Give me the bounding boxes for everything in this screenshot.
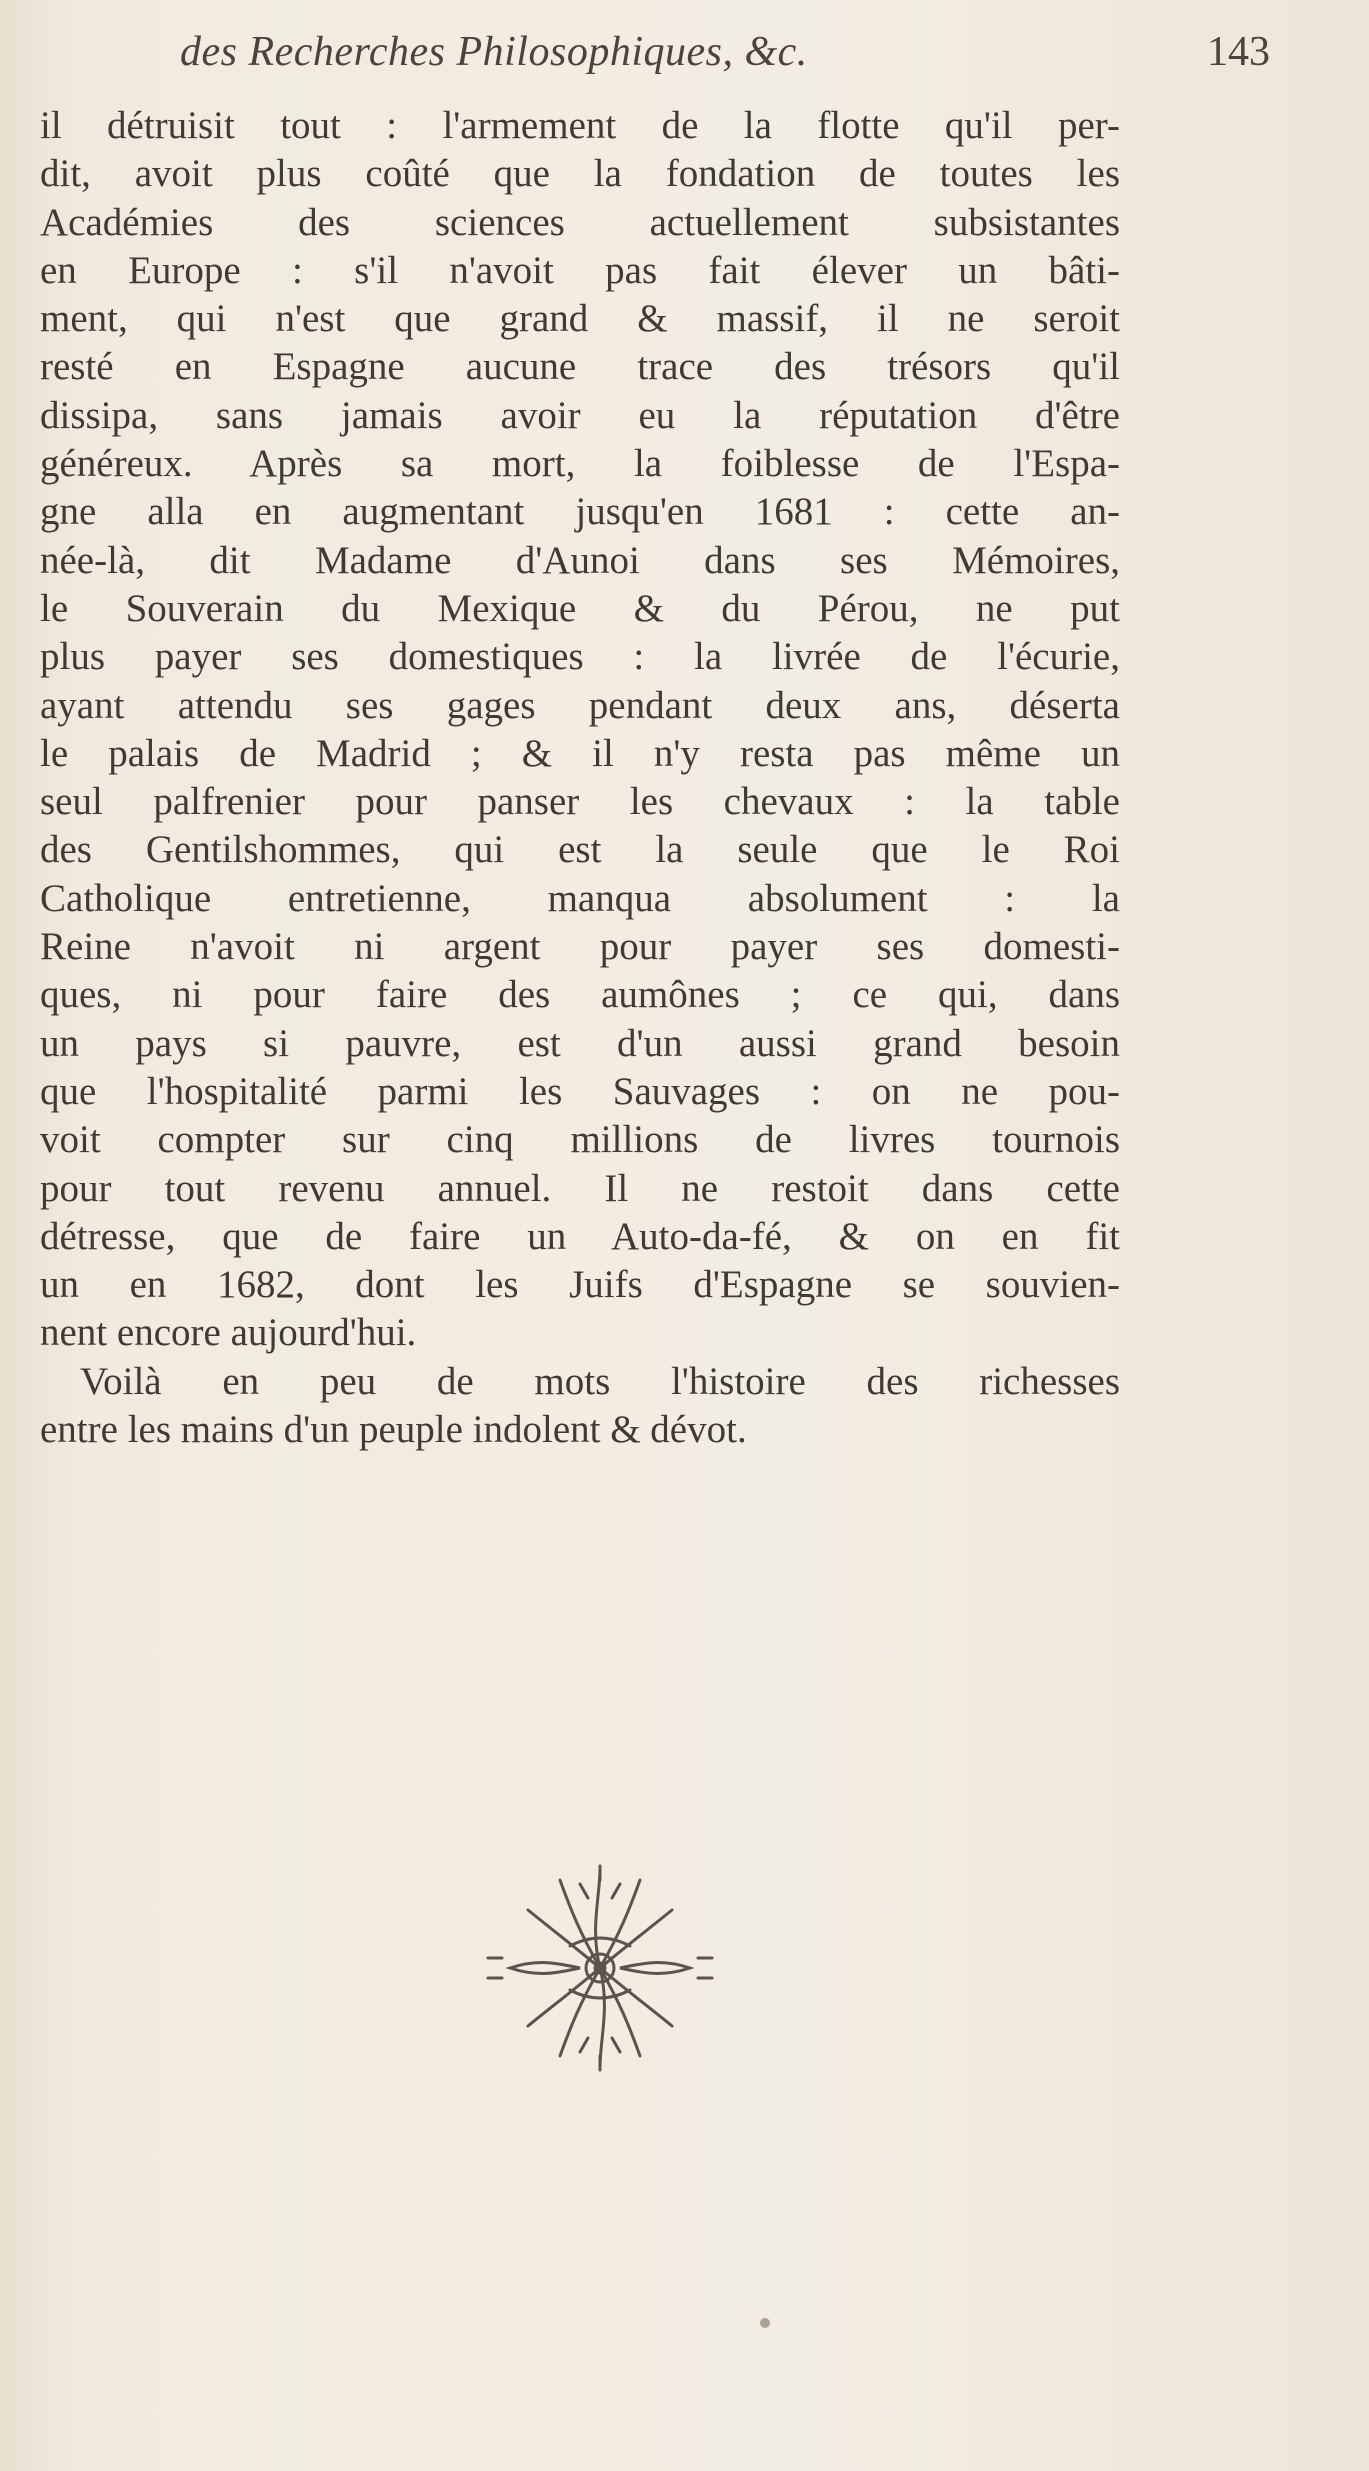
- text-line: Voilà en peu de mots l'histoire des richesses: [80, 1359, 1120, 1403]
- text-line: dissipa, sans jamais avoir eu la réputation d'être: [40, 393, 1120, 437]
- text-line: des Gentilshommes, qui est la seule que le Roi: [40, 828, 1120, 872]
- floral-fleuron-ornament-icon: [450, 1818, 750, 2118]
- text-line: le Souverain du Mexique & du Pérou, ne put: [40, 586, 1120, 630]
- text-line: il détruisit tout : l'armement de la flotte qu'il per-: [40, 104, 1120, 147]
- page-header: [180, 28, 1270, 88]
- text-line: Reine n'avoit ni argent pour payer ses domesti-: [40, 925, 1120, 969]
- text-line: entre les mains d'un peuple indolent & dévot.: [40, 1408, 747, 1452]
- text-line: pour tout revenu annuel. Il ne restoit dans cette: [40, 1166, 1120, 1210]
- text-line: ment, qui n'est que grand & massif, il ne seroit: [40, 297, 1120, 341]
- paragraph-1: [40, 102, 1120, 1358]
- text-line: plus payer ses domestiques : la livrée de l'écurie,: [40, 635, 1120, 679]
- text-line: ques, ni pour faire des aumônes ; ce qui, dans: [40, 973, 1120, 1017]
- text-line: Académies des sciences actuellement subsistantes: [40, 200, 1120, 244]
- text-line: gne alla en augmentant jusqu'en 1681 : cette an-: [40, 490, 1120, 534]
- text-line: voit compter sur cinq millions de livres tournois: [40, 1118, 1120, 1162]
- page-number: 143: [1207, 29, 1270, 75]
- body-text: [40, 102, 1120, 1454]
- text-line: resté en Espagne aucune trace des trésors qu'il: [40, 345, 1120, 389]
- text-line: nent encore aujourd'hui.: [40, 1311, 417, 1355]
- text-line: née-là, dit Madame d'Aunoi dans ses Mémoires,: [40, 538, 1120, 582]
- text-line: ayant attendu ses gages pendant deux ans, déserta: [40, 683, 1120, 727]
- text-line: généreux. Après sa mort, la foiblesse de l'Espa-: [40, 442, 1120, 486]
- text-line: que l'hospitalité parmi les Sauvages : on ne pou-: [40, 1069, 1120, 1113]
- text-line: un pays si pauvre, est d'un aussi grand besoin: [40, 1021, 1120, 1065]
- text-line: en Europe : s'il n'avoit pas fait élever un bâti-: [40, 248, 1120, 292]
- text-line: seul palfrenier pour panser les chevaux : la table: [40, 780, 1120, 824]
- text-line: un en 1682, dont les Juifs d'Espagne se souvien-: [40, 1263, 1120, 1307]
- text-line: le palais de Madrid ; & il n'y resta pas même un: [40, 731, 1120, 775]
- paragraph-2: [40, 1358, 1120, 1455]
- running-title: des Recherches Philosophiques, &c.: [180, 29, 808, 75]
- text-line: dit, avoit plus coûté que la fondation de toutes les: [40, 152, 1120, 196]
- text-line: détresse, que de faire un Auto-da-fé, & on en fit: [40, 1214, 1120, 1258]
- ink-speck: [760, 2318, 770, 2328]
- text-line: Catholique entretienne, manqua absolument : la: [40, 876, 1120, 920]
